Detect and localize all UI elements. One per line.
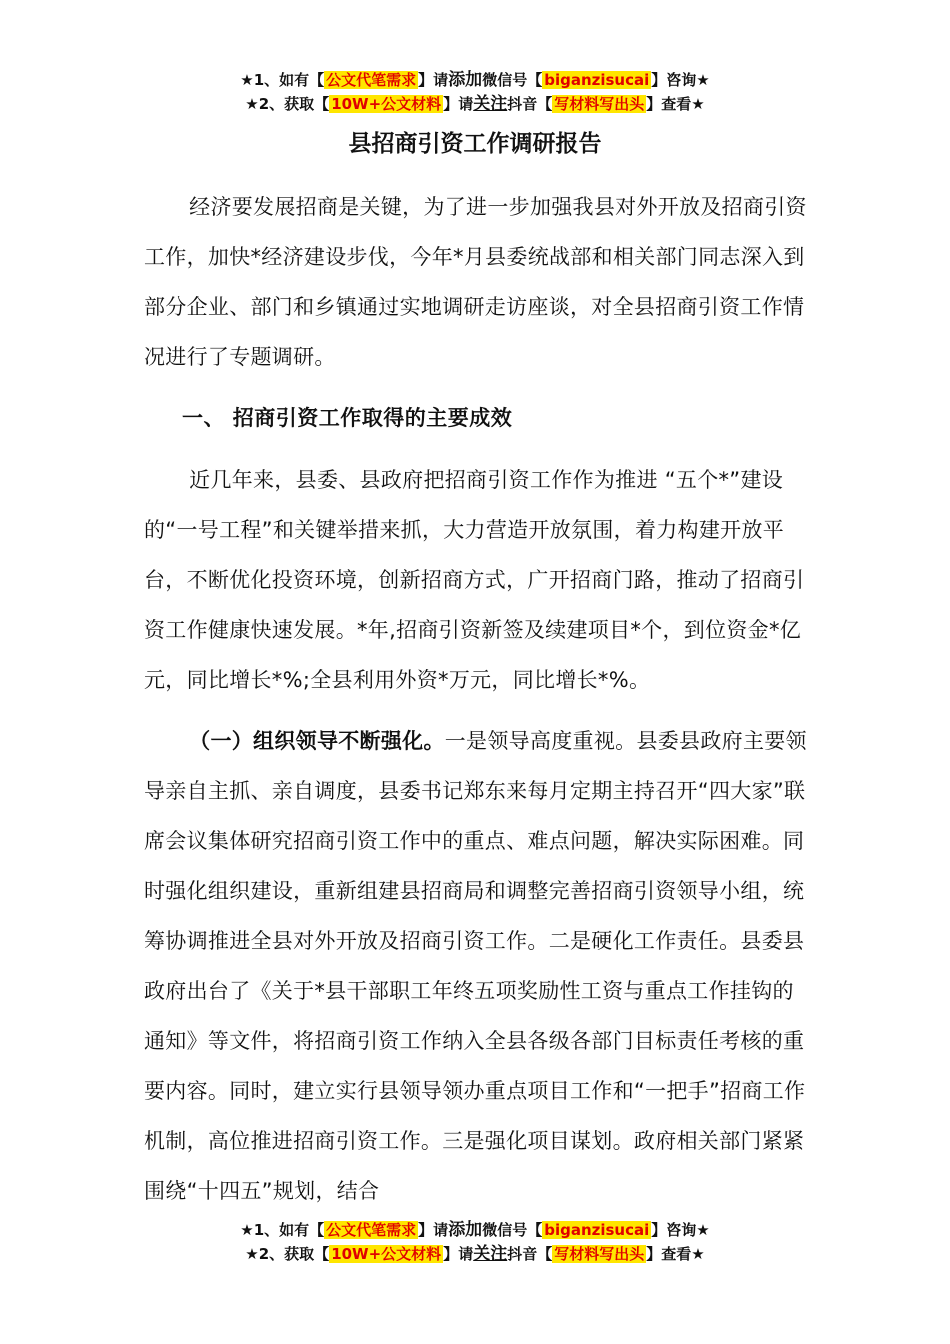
promo-text: ★2、获取【 xyxy=(245,1245,330,1263)
highlight-tag: biganzisucai xyxy=(544,1221,650,1239)
highlight-tag: 公文代笔需求 xyxy=(326,71,417,89)
promo-line-1 xyxy=(0,68,950,92)
promo-emphasis: 关注 xyxy=(473,94,508,114)
promo-line-1 xyxy=(0,1218,950,1242)
paragraph-intro xyxy=(144,182,810,382)
promo-emphasis: 关注 xyxy=(473,1244,508,1264)
promo-text: 】请 xyxy=(418,1221,449,1239)
promo-emphasis: 添加 xyxy=(448,70,483,90)
promo-text: 】查看★ xyxy=(646,95,705,113)
promo-text: 】请 xyxy=(418,71,449,89)
section-heading: 一、 招商引资工作取得的主要成效 xyxy=(182,406,513,430)
promo-text: 】查看★ xyxy=(646,1245,705,1263)
promo-text: 抖音【 xyxy=(507,1245,553,1263)
highlight-tag: 写材料写出头 xyxy=(554,1245,645,1263)
bottom-promo-banner xyxy=(0,1218,950,1266)
promo-text: 抖音【 xyxy=(507,95,553,113)
promo-emphasis: 添加 xyxy=(448,1220,483,1240)
promo-text: 微信号【 xyxy=(482,71,543,89)
promo-text: ★1、如有【 xyxy=(240,71,325,89)
promo-text: 】咨询★ xyxy=(651,71,710,89)
promo-text: ★1、如有【 xyxy=(240,1221,325,1239)
document-title: 县招商引资工作调研报告 xyxy=(348,131,602,157)
promo-text: 】请 xyxy=(443,95,474,113)
paragraph-text xyxy=(144,716,810,1216)
promo-line-2 xyxy=(0,1242,950,1266)
top-promo-banner xyxy=(0,68,950,116)
promo-text: 微信号【 xyxy=(482,1221,543,1239)
highlight-tag: biganzisucai xyxy=(544,71,650,89)
highlight-tag: 10W+公文材料 xyxy=(331,95,442,113)
highlight-tag: 写材料写出头 xyxy=(554,95,645,113)
promo-text: 】咨询★ xyxy=(651,1221,710,1239)
highlight-tag: 10W+公文材料 xyxy=(331,1245,442,1263)
subsection-heading: （一）组织领导不断强化。 xyxy=(189,729,445,753)
promo-line-2 xyxy=(0,92,950,116)
paragraph-achievements xyxy=(144,455,810,705)
paragraph-text: 近几年来，县委、县政府把招商引资工作作为推进 “五个*”建设的“一号工程”和关键举措来抓，大力营造开放氛围，着力构建开放平台，不断优化投资环境，创新招商方式，广开招商门路，推动了招商引资工作健康快速发展。*年,招商引资新签及续建项目*个，到位资金*亿元，同比增长*%;全县利用外资*万元，同比增长*%。 xyxy=(144,468,805,692)
promo-text: ★2、获取【 xyxy=(245,95,330,113)
promo-text: 】请 xyxy=(443,1245,474,1263)
highlight-tag: 公文代笔需求 xyxy=(326,1221,417,1239)
paragraph-organization xyxy=(144,716,810,1216)
paragraph-text: 经济要发展招商是关键，为了进一步加强我县对外开放及招商引资工作，加快*经济建设步伐，今年*月县委统战部和相关部门同志深入到部分企业、部门和乡镇通过实地调研走访座谈，对全县招商引资工作情况进行了专题调研。 xyxy=(144,195,807,369)
paragraph-body: 一是领导高度重视。县委县政府主要领导亲自主抓、亲自调度，县委书记郑东来每月定期主持召开“四大家”联席会议集体研究招商引资工作中的重点、难点问题，解决实际困难。同时强化组织建设，重新组建县招商局和调整完善招商引资领导小组，统筹协调推进全县对外开放及招商引资工作。二是硬化工作责任。县委县政府出台了《关于*县干部职工年终五项奖励性工资与重点工作挂钩的通知》等文件，将招商引资工作纳入全县各级各部门目标责任考核的重要内容。同时，建立实行县领导领办重点项目工作和“一把手”招商工作机制，高位推进招商引资工作。三是强化项目谋划。政府相关部门紧紧围绕“十四五”规划，结合 xyxy=(144,729,807,1203)
